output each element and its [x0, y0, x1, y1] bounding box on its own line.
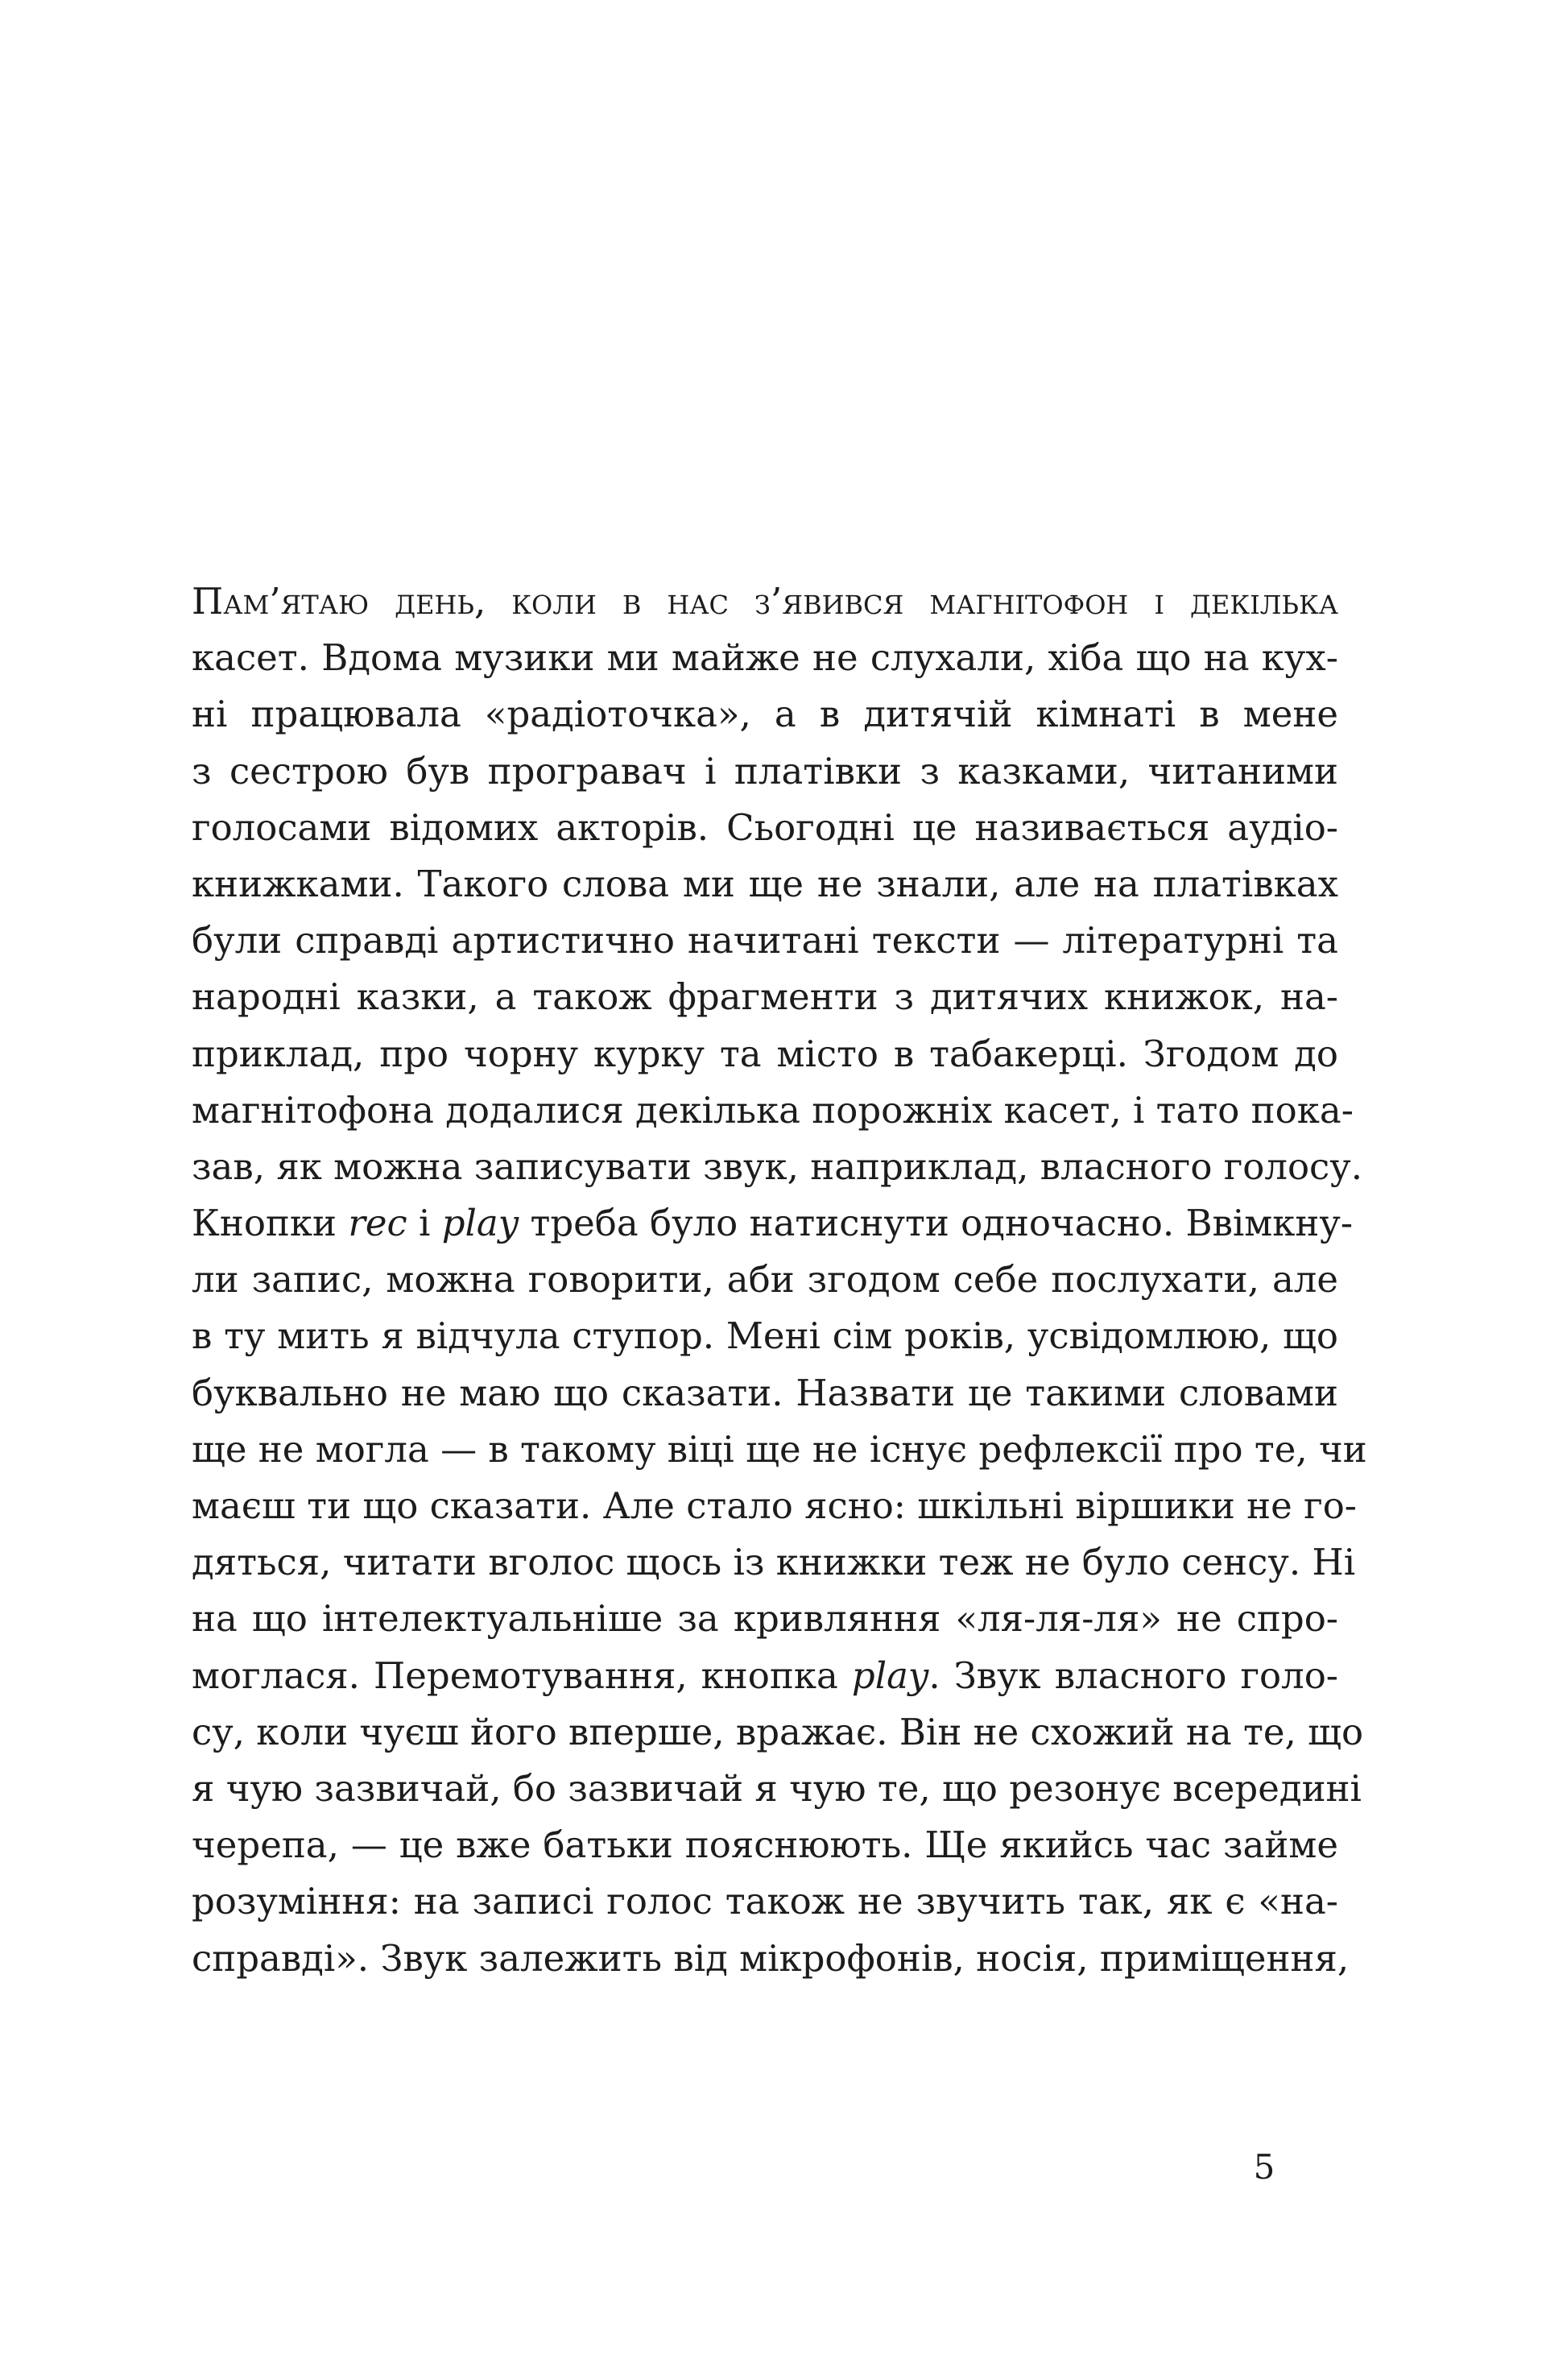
text-line-16: ще не могла — в такому віці ще не існує рефлексії про те, чи: [192, 1427, 1367, 1471]
text-line-20: [192, 1648, 1338, 1704]
text-line-3: ні працювала «радіоточка», а в дитячій кімнаті в мене: [192, 693, 1338, 736]
text-line-24: розуміння: на записі голос також не звучить так, як є «на-: [192, 1880, 1338, 1923]
text-line-14: в ту мить я відчула ступор. Мені сім років, усвідомлюю, що: [192, 1314, 1338, 1358]
text-line-18: дяться, читати вголос щось із книжки теж не було сенсу. Ні: [192, 1541, 1356, 1584]
text-line-1: Пам’ятаю день, коли в нас з’явився магнітофон і декілька: [192, 580, 1338, 623]
line-20-part-c: . Звук власного голо-: [928, 1654, 1339, 1697]
text-line-8: народні казки, а також фрагменти з дитячих книжок, на-: [192, 975, 1338, 1019]
line-20-part-a: моглася. Перемотування, кнопка: [192, 1654, 852, 1697]
text-line-17: маєш ти що сказати. Але стало ясно: шкільні віршики не го-: [192, 1484, 1357, 1527]
line-12-part-b: і: [407, 1202, 442, 1245]
body-paragraph: [192, 573, 1367, 1987]
text-line-4: з сестрою був програвач і платівки з казками, читаними: [192, 749, 1338, 793]
text-line-7: були справді артистично начитані тексти — літературні та: [192, 919, 1338, 962]
text-line-5: голосами відомих акторів. Сьогодні це називається аудіо-: [192, 805, 1338, 849]
text-line-23: черепа, — це вже батьки пояснюють. Ще якийсь час займе: [192, 1823, 1338, 1867]
text-line-11: зав, як можна записувати звук, наприклад, власного голосу.: [192, 1144, 1363, 1188]
text-line-2: касет. Вдома музики ми майже не слухали, хіба що на кух-: [192, 636, 1338, 680]
text-line-6: книжками. Такого слова ми ще не знали, але на платівках: [192, 862, 1338, 905]
line-12-part-a: Кнопки: [192, 1202, 349, 1245]
play-term: play: [441, 1202, 519, 1245]
play-term-2: play: [851, 1654, 929, 1697]
page-number: 5: [1253, 2147, 1275, 2187]
text-line-9: приклад, про чорну курку та місто в табакерці. Згодом до: [192, 1032, 1338, 1075]
text-line-19: на що інтелектуальніше за кривляння «ля-ля-ля» не спро-: [192, 1597, 1338, 1641]
line-12-part-c: треба було натиснути одночасно. Ввімкну-: [519, 1202, 1354, 1245]
text-line-22: я чую зазвичай, бо зазвичай я чую те, що резонує всередині: [192, 1766, 1362, 1810]
text-line-25: справді». Звук залежить від мікрофонів, носія, приміщення,: [192, 1936, 1350, 1980]
text-line-12: [192, 1195, 1354, 1252]
rec-term: rec: [348, 1202, 407, 1245]
text-line-10: магнітофона додалися декілька порожніх касет, і тато пока-: [192, 1088, 1354, 1132]
text-line-15: буквально не маю що сказати. Назвати це такими словами: [192, 1371, 1338, 1414]
text-line-13: ли запис, можна говорити, аби згодом себе послухати, але: [192, 1258, 1338, 1302]
text-line-21: су, коли чуєш його вперше, вражає. Він не схожий на те, що: [192, 1710, 1364, 1753]
